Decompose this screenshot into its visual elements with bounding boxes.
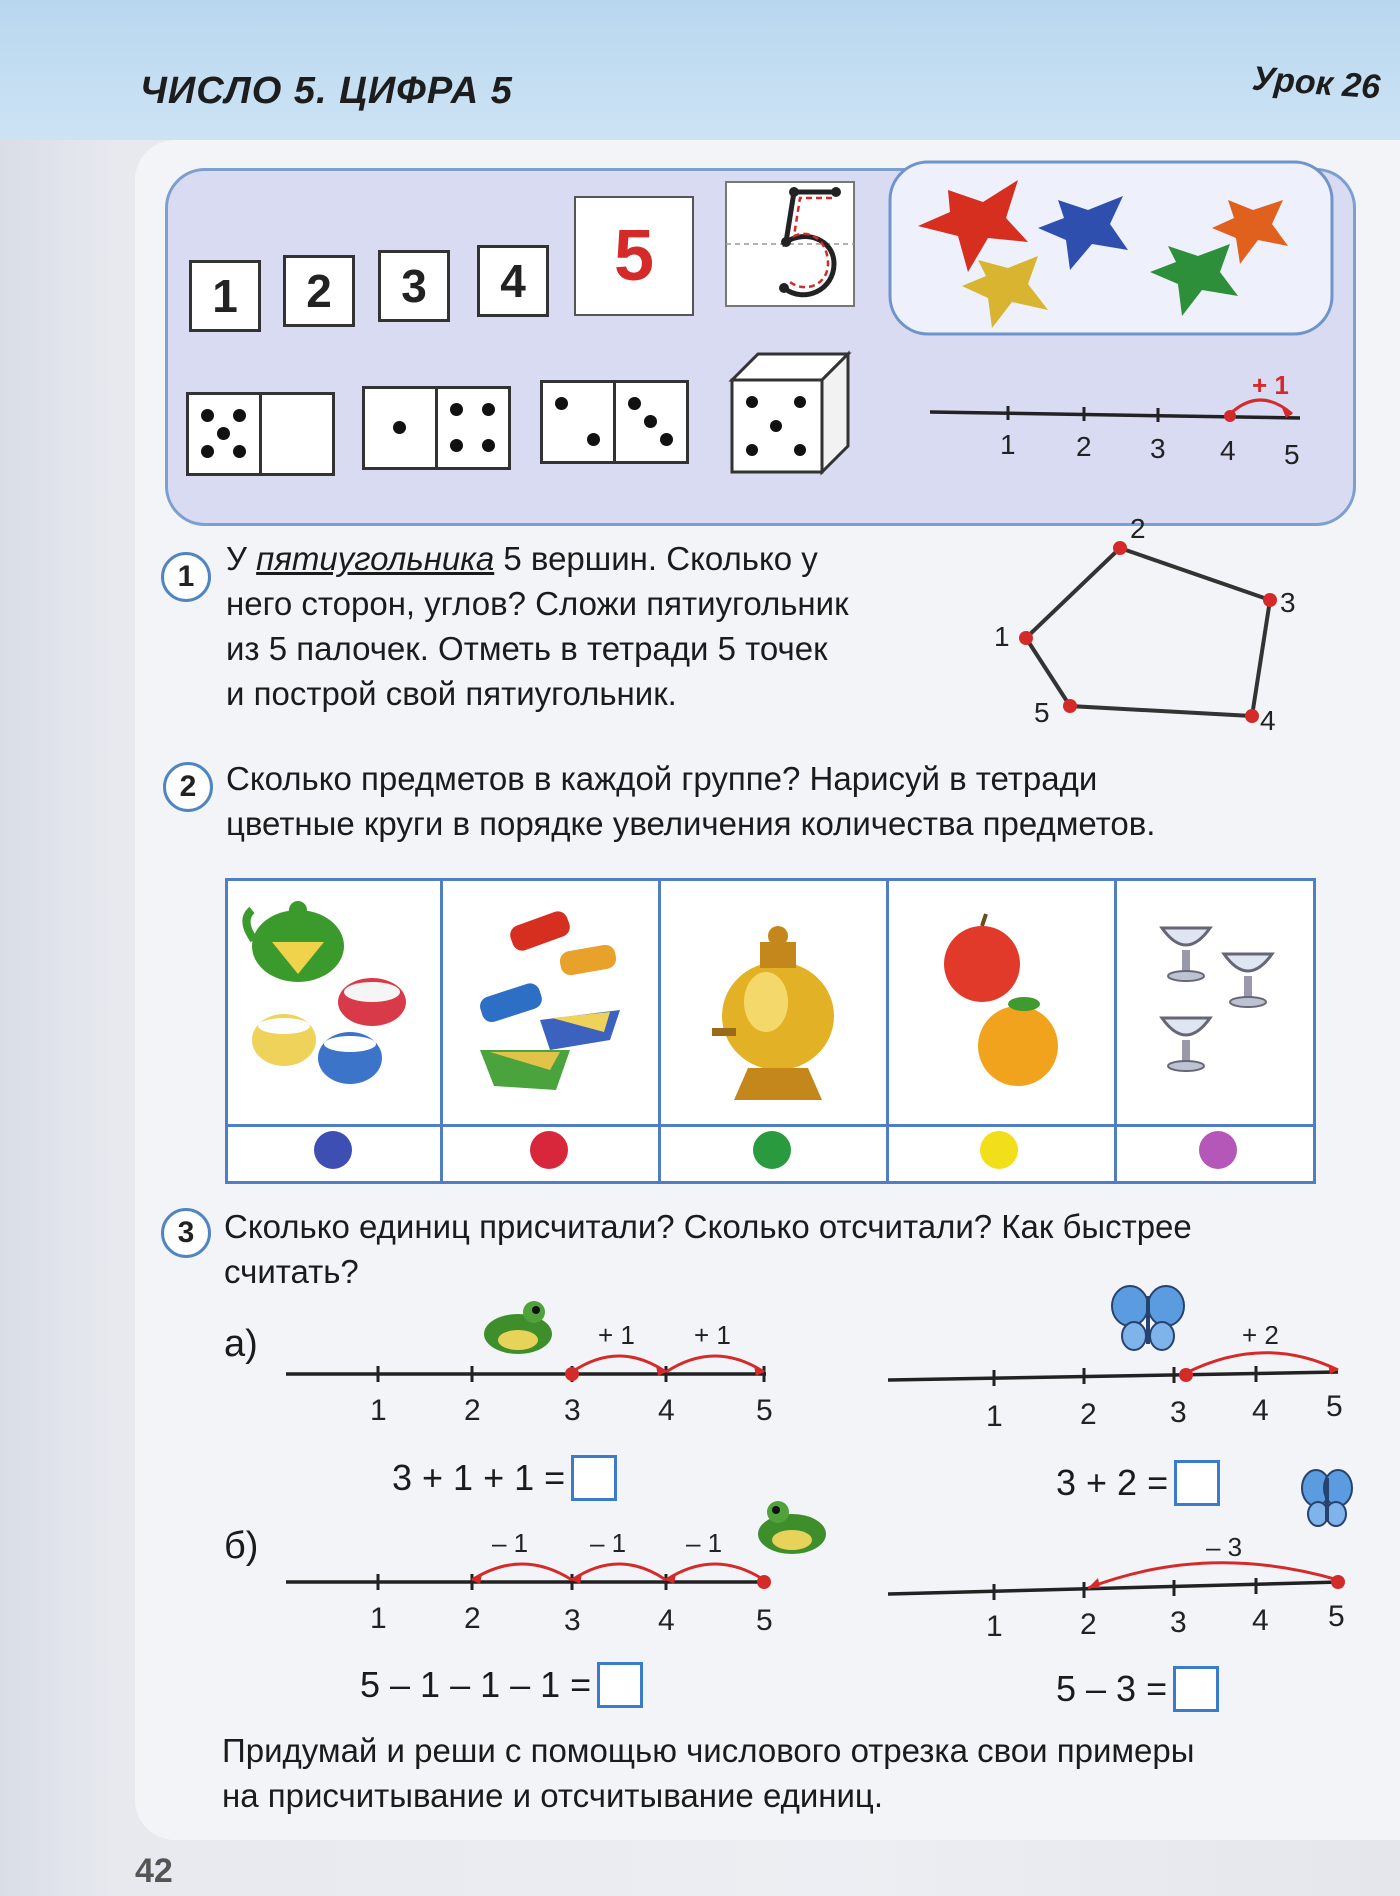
task-3-footer	[222, 1728, 1392, 1818]
answer-box[interactable]	[1173, 1666, 1219, 1712]
maple-leaves-picture	[888, 160, 1334, 336]
b-right-tick-5: 5	[1328, 1600, 1345, 1633]
b-right-tick-3: 3	[1170, 1606, 1187, 1639]
a-left-tick-4: 4	[658, 1394, 675, 1427]
a-left-arc-label-1: + 1	[598, 1320, 635, 1350]
a-right-tick-4: 4	[1252, 1394, 1269, 1427]
task-3-text	[224, 1204, 1384, 1294]
equation-b-right: 5 – 3 =	[1056, 1666, 1219, 1712]
domino-five-blank	[186, 392, 335, 476]
task-1-line-2: него сторон, углов? Сложи пятиугольник	[226, 585, 849, 622]
circle-purple	[1199, 1131, 1237, 1169]
task-2-text	[226, 756, 1376, 846]
task-3-footer-line-1: Придумай и реши с помощью числового отрезка свои примеры	[222, 1732, 1195, 1769]
b-right-arc-label: – 3	[1206, 1532, 1243, 1562]
intro-number-line	[930, 364, 1310, 474]
task-2-line-1: Сколько предметов в каждой группе? Нарисуй в тетради	[226, 760, 1098, 797]
task-3-line-2: считать?	[224, 1253, 359, 1290]
task-2-number: 2	[163, 762, 213, 812]
number-card-2: 2	[283, 255, 355, 327]
a-right-tick-3: 3	[1170, 1396, 1187, 1429]
task-1-number: 1	[161, 552, 211, 602]
intro-tick-2: 2	[1076, 431, 1092, 462]
number-card-3: 3	[378, 250, 450, 322]
equation-a-right: 3 + 2 =	[1056, 1460, 1220, 1506]
b-left-tick-2: 2	[464, 1602, 481, 1635]
b-left-tick-3: 3	[564, 1604, 581, 1637]
chapter-title: ЧИСЛО 5. ЦИФРА 5	[140, 70, 513, 112]
domino-one-four	[362, 386, 511, 470]
circle-yellow	[980, 1131, 1018, 1169]
a-left-arc-label-2: + 1	[694, 1320, 731, 1350]
tea-set-picture	[232, 890, 432, 1116]
number-line-b-right	[888, 1528, 1348, 1640]
intro-tick-3: 3	[1150, 433, 1166, 464]
equation-b-left: 5 – 1 – 1 – 1 =	[360, 1662, 643, 1708]
a-left-tick-1: 1	[370, 1394, 387, 1427]
b-right-tick-2: 2	[1080, 1608, 1097, 1640]
b-left-arc-label-3: – 1	[686, 1528, 723, 1558]
b-left-arc-label-1: – 1	[492, 1528, 529, 1558]
task-1-line-1: У пятиугольника 5 вершин. Сколько у	[226, 540, 818, 577]
b-left-tick-5: 5	[756, 1604, 773, 1637]
number-line-a-right	[888, 1326, 1348, 1436]
answer-box[interactable]	[571, 1455, 617, 1501]
task-1-term: пятиугольника	[256, 540, 495, 577]
intro-tick-5: 5	[1284, 439, 1300, 470]
task-3-number: 3	[161, 1208, 211, 1258]
task-1-text	[226, 536, 946, 716]
a-left-tick-5: 5	[756, 1394, 773, 1427]
equation-a-left: 3 + 1 + 1 =	[392, 1455, 617, 1501]
a-right-tick-2: 2	[1080, 1398, 1097, 1431]
vertex-label-5: 5	[1034, 697, 1050, 728]
intro-tick-1: 1	[1000, 429, 1016, 460]
lesson-label: Урок 26	[1250, 59, 1382, 107]
vertex-label-4: 4	[1260, 705, 1276, 736]
circle-green	[753, 1131, 791, 1169]
intro-increment-label: + 1	[1252, 370, 1289, 400]
a-left-tick-2: 2	[464, 1394, 481, 1427]
b-right-tick-1: 1	[986, 1610, 1003, 1640]
b-left-tick-1: 1	[370, 1602, 387, 1635]
pentagon-diagram	[990, 508, 1310, 736]
circle-red	[530, 1131, 568, 1169]
part-a-label: а)	[224, 1323, 258, 1365]
a-right-tick-5: 5	[1326, 1390, 1343, 1423]
digit-five-card: 5	[574, 196, 694, 316]
dice-five	[728, 350, 852, 478]
candies-picture	[460, 900, 650, 1116]
b-left-tick-4: 4	[658, 1604, 675, 1637]
digit-writing-card	[724, 180, 856, 308]
a-right-arc-label: + 2	[1242, 1326, 1279, 1350]
butterfly-icon	[1300, 1466, 1354, 1532]
a-right-tick-1: 1	[986, 1400, 1003, 1433]
a-left-tick-3: 3	[564, 1394, 581, 1427]
intro-tick-4: 4	[1220, 435, 1236, 466]
b-right-tick-4: 4	[1252, 1604, 1269, 1637]
vertex-label-2: 2	[1130, 513, 1146, 544]
number-card-4: 4	[477, 245, 549, 317]
number-card-1: 1	[189, 260, 261, 332]
b-left-arc-label-2: – 1	[590, 1528, 627, 1558]
samovar-picture	[694, 922, 864, 1112]
number-line-a-left	[286, 1320, 786, 1430]
part-b-label: б)	[224, 1525, 259, 1567]
task-3-footer-line-2: на присчитывание и отсчитывание единиц.	[222, 1777, 883, 1814]
task-2-line-2: цветные круги в порядке увеличения количества предметов.	[226, 805, 1156, 842]
domino-two-three	[540, 380, 689, 464]
circle-blue	[314, 1131, 352, 1169]
number-line-b-left	[286, 1528, 786, 1638]
page-number: 42	[135, 1852, 173, 1890]
glasses-picture	[1150, 908, 1310, 1118]
task-3-line-1: Сколько единиц присчитали? Сколько отсчитали? Как быстрее	[224, 1208, 1192, 1245]
task-1-line-4: и построй свой пятиугольник.	[226, 675, 677, 712]
answer-box[interactable]	[597, 1662, 643, 1708]
answer-box[interactable]	[1174, 1460, 1220, 1506]
task-1-line-3: из 5 палочек. Отметь в тетради 5 точек	[226, 630, 828, 667]
vertex-label-3: 3	[1280, 587, 1296, 618]
vertex-label-1: 1	[994, 621, 1010, 652]
fruit-picture	[928, 912, 1088, 1112]
